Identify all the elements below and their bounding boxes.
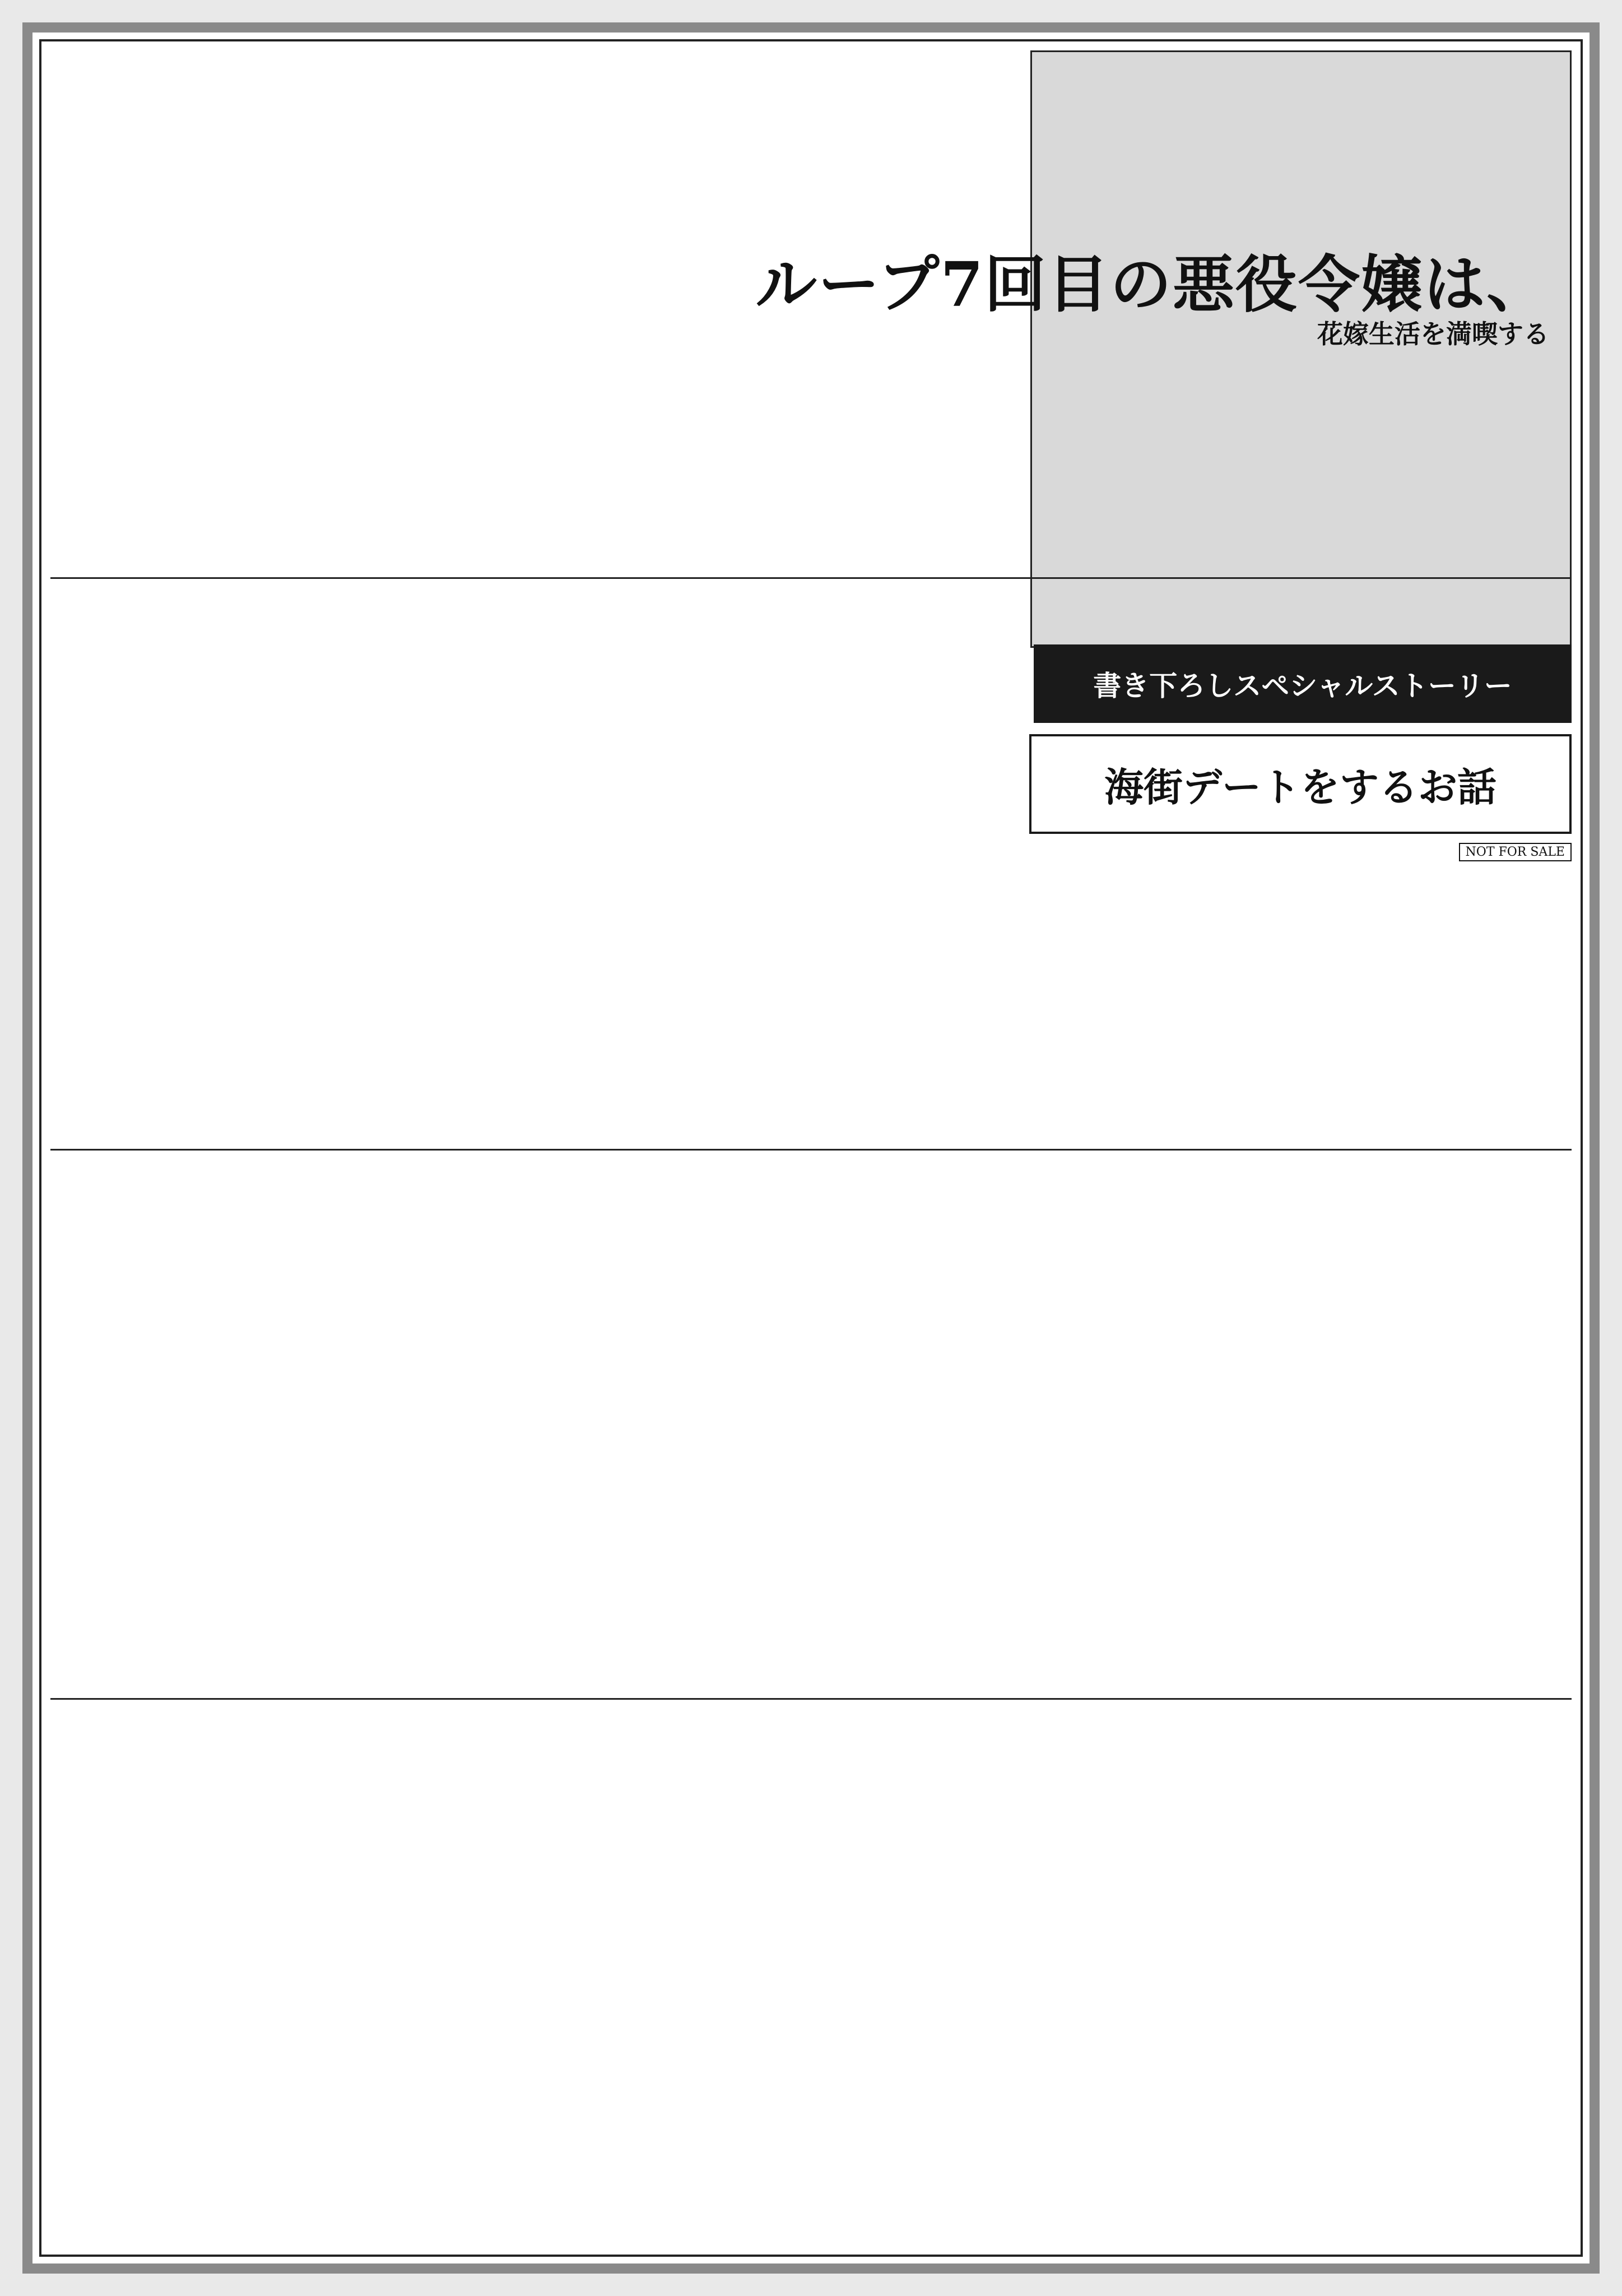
special-story-banner: 書き下ろしスペシャルストーリー [1034,644,1572,723]
section-divider [50,1698,1572,1700]
credit-line [1034,838,1572,866]
body-block-2 [59,897,1560,1138]
body-block-1 [59,62,1011,566]
section-divider [50,1149,1572,1151]
series-subtitle: 花嫁生活を満喫する [1317,319,1549,349]
story-title: 海街デートをするお話 [1029,734,1572,834]
section-divider [50,577,1572,579]
body-block-4 [59,1709,1560,2214]
series-title: ループ7回目の悪役令嬢は、 [755,248,1549,321]
body-block-3 [59,1160,1560,1687]
not-for-sale-badge: NOT FOR SALE [1459,843,1572,861]
